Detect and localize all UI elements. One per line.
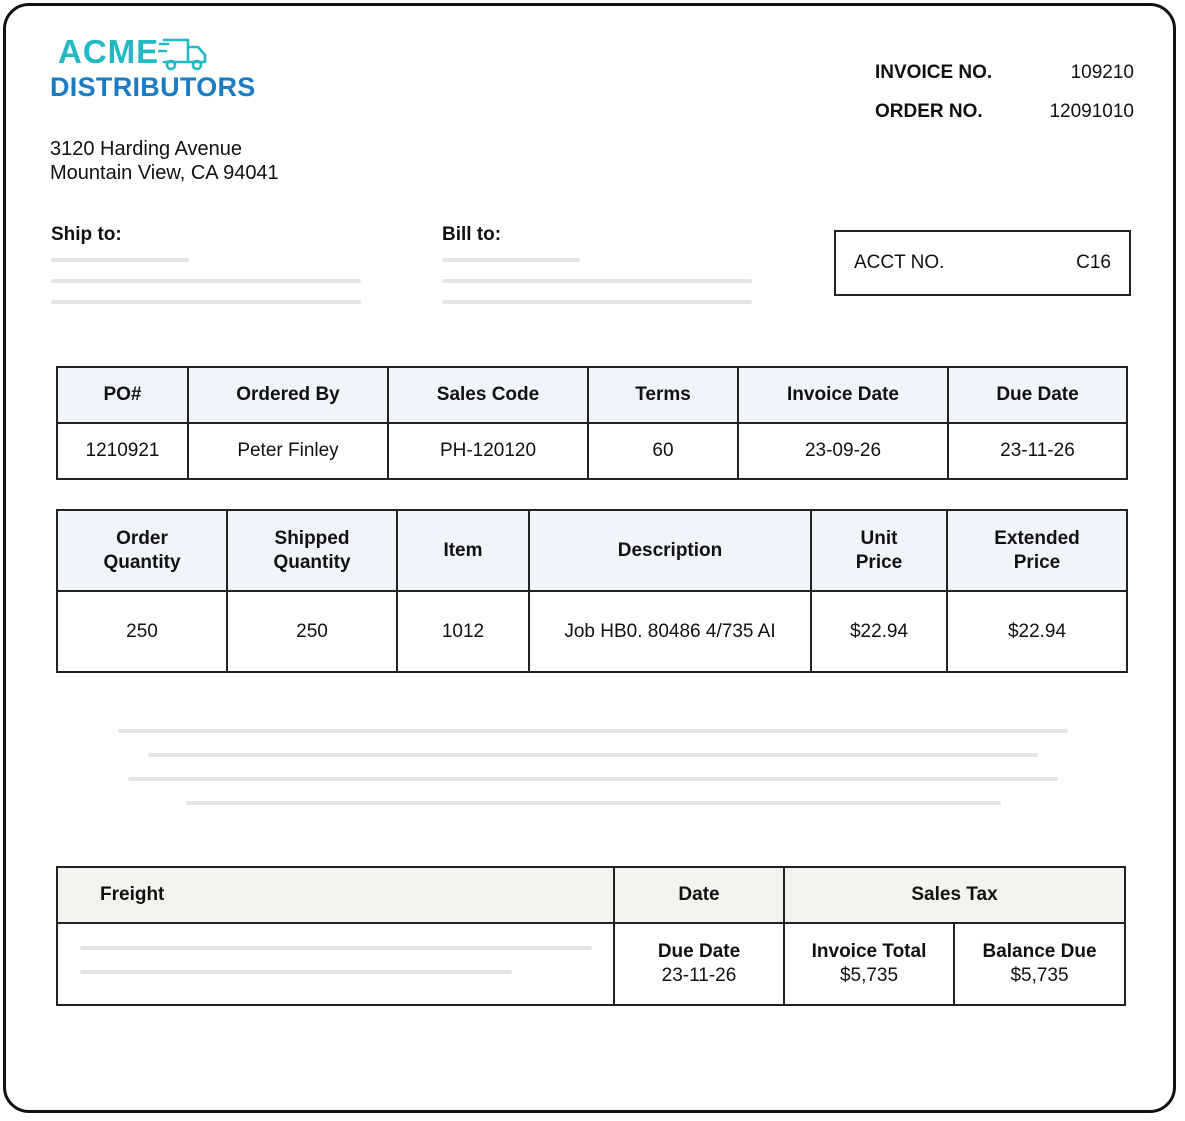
order-info-table xyxy=(56,366,1128,480)
header-order-quantity-line1: Order xyxy=(116,527,168,549)
items-table xyxy=(56,509,1128,673)
cell-due-date: 23-11-26 xyxy=(948,423,1127,479)
header-description: Description xyxy=(529,510,811,591)
table-row xyxy=(57,423,1127,479)
account-label: ACCT NO. xyxy=(854,252,945,273)
cell-unit-price: $22.94 xyxy=(811,591,947,672)
cell-po: 1210921 xyxy=(57,423,188,479)
due-date-cell xyxy=(614,923,784,1005)
cell-description: Job HB0. 80486 4/735 AI xyxy=(529,591,811,672)
table-row xyxy=(57,591,1127,672)
due-date-value: 23-11-26 xyxy=(661,965,737,986)
header-extended-price xyxy=(947,510,1127,591)
cell-invoice-date: 23-09-26 xyxy=(738,423,948,479)
header-unit-price xyxy=(811,510,947,591)
ship-to-placeholder-line xyxy=(51,300,361,304)
balance-due-label: Balance Due xyxy=(982,941,1097,962)
bill-to-placeholder-line xyxy=(442,279,752,283)
ship-to-placeholder-line xyxy=(51,279,361,283)
header-order-quantity-line2: Quantity xyxy=(103,551,181,573)
invoice-total-cell xyxy=(784,923,954,1005)
balance-due-value: $5,735 xyxy=(1010,965,1069,986)
freight-placeholder-line xyxy=(80,946,592,950)
header-sales-code: Sales Code xyxy=(388,367,588,423)
header-po: PO# xyxy=(57,367,188,423)
header-item: Item xyxy=(397,510,529,591)
cell-order-quantity: 250 xyxy=(57,591,227,672)
order-no-value: 12091010 xyxy=(1049,101,1134,122)
order-table-header-row xyxy=(57,367,1127,423)
due-date-label: Due Date xyxy=(657,941,741,962)
header-unit-price-line1: Unit xyxy=(860,527,898,549)
header-terms: Terms xyxy=(588,367,738,423)
sales-tax-label: Sales Tax xyxy=(784,867,1125,923)
invoice-total-label: Invoice Total xyxy=(811,941,927,962)
header-shipped-quantity-line2: Quantity xyxy=(273,551,351,573)
bill-to-placeholder-line xyxy=(442,258,580,262)
summary-header-row xyxy=(57,867,1125,923)
freight-label: Freight xyxy=(57,867,614,923)
header-due-date: Due Date xyxy=(948,367,1127,423)
cell-ordered-by: Peter Finley xyxy=(188,423,388,479)
freight-value-cell xyxy=(57,923,614,1005)
invoice-no-label: INVOICE NO. xyxy=(875,62,993,83)
header-ordered-by: Ordered By xyxy=(188,367,388,423)
notes-placeholder-line xyxy=(186,801,1001,805)
header-unit-price-line2: Price xyxy=(855,551,903,573)
order-no-label: ORDER NO. xyxy=(875,101,983,122)
header-extended-price-line1: Extended xyxy=(994,527,1080,549)
logo-acme-text: ACME xyxy=(58,33,160,70)
balance-due-cell xyxy=(954,923,1125,1005)
notes-placeholder-line xyxy=(128,777,1058,781)
header-invoice-date: Invoice Date xyxy=(738,367,948,423)
invoice-total-value: $5,735 xyxy=(839,965,899,986)
cell-sales-code: PH-120120 xyxy=(388,423,588,479)
freight-placeholder-line xyxy=(80,970,512,974)
address-line-2: Mountain View, CA 94041 xyxy=(50,162,279,184)
address-line-1: 3120 Harding Avenue xyxy=(50,138,243,160)
items-table-header-row xyxy=(57,510,1127,591)
cell-extended-price: $22.94 xyxy=(947,591,1127,672)
notes-placeholder-line xyxy=(118,729,1068,733)
cell-item: 1012 xyxy=(397,591,529,672)
date-label: Date xyxy=(614,867,784,923)
ship-to-label: Ship to: xyxy=(51,224,122,245)
cell-shipped-quantity: 250 xyxy=(227,591,397,672)
summary-values-row xyxy=(57,923,1125,1005)
cell-terms: 60 xyxy=(588,423,738,479)
notes-placeholder-line xyxy=(148,753,1038,757)
header-shipped-quantity-line1: Shipped xyxy=(274,527,350,549)
header-extended-price-line2: Price xyxy=(1013,551,1061,573)
header-shipped-quantity xyxy=(227,510,397,591)
bill-to-label: Bill to: xyxy=(442,224,502,245)
logo-distributors-text: DISTRIBUTORS xyxy=(50,72,256,102)
invoice-no-value: 109210 xyxy=(1070,62,1134,83)
account-value: C16 xyxy=(1076,252,1111,273)
ship-to-placeholder-line xyxy=(51,258,189,262)
account-box xyxy=(834,230,1131,296)
bill-to-placeholder-line xyxy=(442,300,752,304)
summary-table xyxy=(56,866,1126,1006)
header-order-quantity xyxy=(57,510,227,591)
